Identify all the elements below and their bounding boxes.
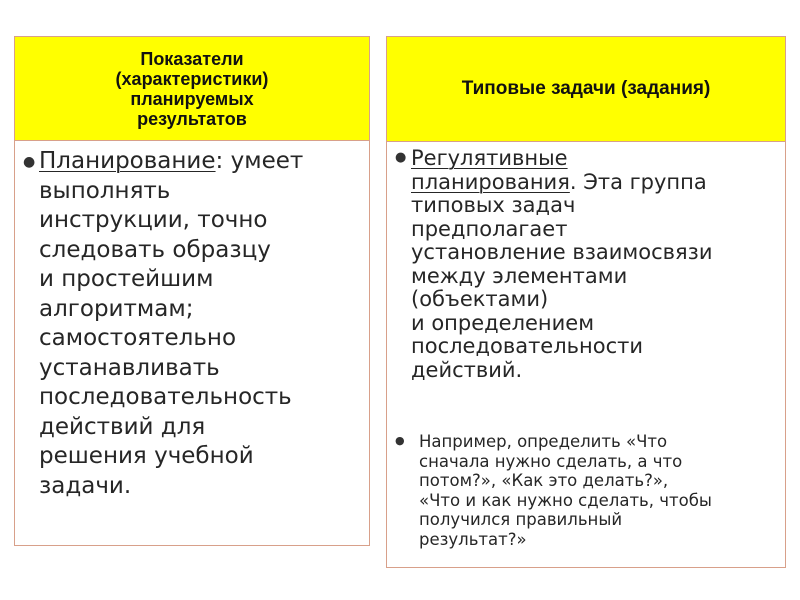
bullet-line: и определением: [411, 310, 595, 335]
bullet-line: и простейшим: [39, 266, 214, 292]
bullet-dot-icon: ●: [395, 150, 407, 165]
bullet-line: . Эта группа: [569, 169, 707, 194]
example-line: «Что и как нужно сделать, чтобы: [419, 490, 712, 510]
bullet-line: типовых задач: [411, 193, 576, 217]
bullet-dot-icon: ●: [23, 154, 36, 170]
regulatory-bullet: [395, 147, 781, 382]
bullet-line: действий для: [39, 413, 206, 440]
bullet-line: задачи.: [39, 472, 132, 499]
example-line: результат?»: [419, 529, 527, 549]
tasks-column: [386, 36, 786, 568]
bullet-line: выполнять: [39, 177, 171, 204]
bullet-line: последовательность: [39, 384, 292, 410]
tasks-header: Типовые задачи (задания): [387, 37, 785, 142]
bullet-line: (объектами): [411, 287, 549, 311]
regulatory-term: планирования: [411, 169, 570, 194]
tasks-body: [387, 143, 785, 567]
example-line: сначала нужно сделать, а что: [419, 451, 683, 471]
bullet-line: следовать образцу: [39, 236, 271, 263]
example-line: получился правильный: [419, 510, 623, 530]
example-line: потом?», «Как это делать?»,: [419, 471, 669, 491]
indicators-header-line: Показатели: [140, 48, 244, 69]
planning-bullet: [23, 147, 363, 501]
example-line: Например, определить «Что: [419, 432, 668, 451]
bullet-line: устанавливать: [39, 354, 220, 381]
indicators-header-line: планируемых: [130, 88, 254, 109]
bullet-line: самостоятельно: [39, 325, 237, 351]
bullet-line: предполагает: [411, 216, 568, 241]
indicators-header-line: (характеристики): [115, 68, 269, 89]
regulatory-term: Регулятивные: [411, 146, 568, 170]
indicators-header: [15, 37, 369, 141]
example-bullet: [395, 432, 781, 550]
bullet-line: установление взаимосвязи: [411, 240, 713, 264]
indicators-header-line: результатов: [137, 108, 247, 129]
bullet-line: действий.: [411, 357, 523, 382]
bullet-line: алгоритмам;: [39, 295, 194, 322]
planning-term: Планирование: [39, 148, 216, 174]
bullet-dot-icon: ●: [395, 434, 405, 447]
bullet-line: решения учебной: [39, 443, 254, 469]
bullet-line: между элементами: [411, 263, 628, 288]
bullet-line: : умеет: [215, 148, 304, 174]
bullet-line: последовательности: [411, 334, 644, 358]
bullet-line: инструкции, точно: [39, 207, 268, 233]
indicators-column: [14, 36, 370, 546]
indicators-body: [15, 143, 369, 545]
